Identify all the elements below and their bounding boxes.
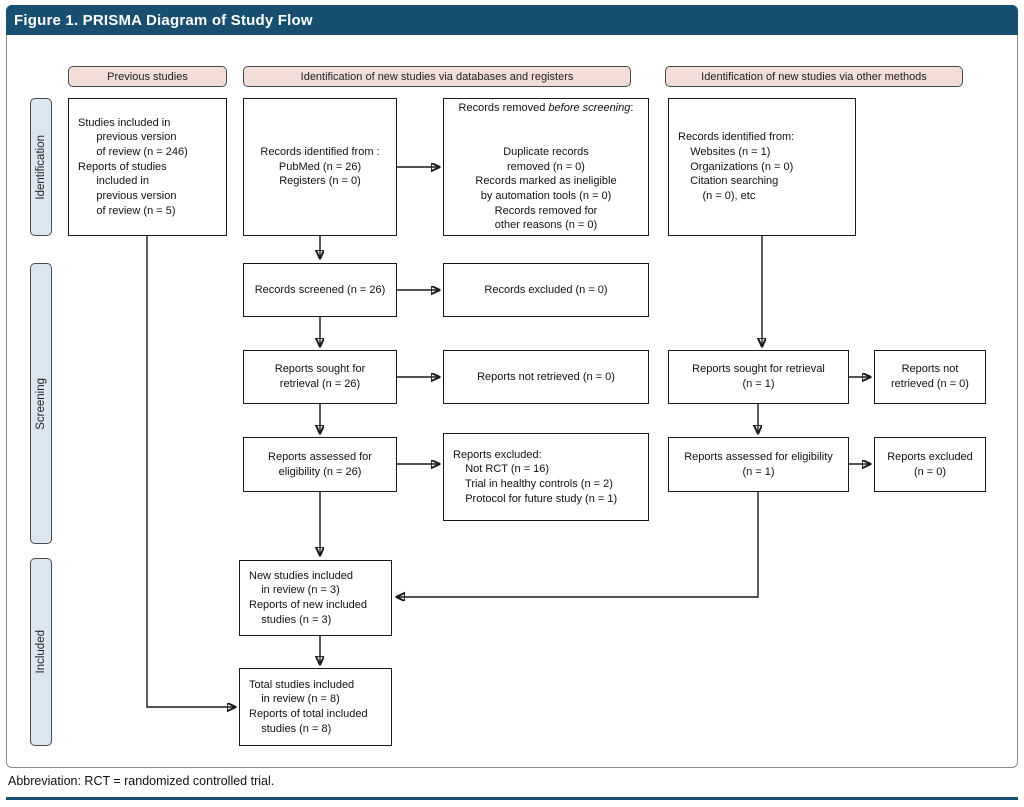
box-records-identified-other: Records identified from: Websites (n = 1) Organizations (n = 0) Citation searching (n = 0), etc (668, 98, 856, 236)
box-reports-not-retrieved-databases: Reports not retrieved (n = 0) (443, 350, 649, 404)
box-previous-studies: Studies included in previous version of review (n = 246) Reports of studies included in previous version of review (n = 5) (68, 98, 227, 236)
box-reports-excluded-databases: Reports excluded: Not RCT (n = 16) Trial in healthy controls (n = 2) Protocol for future study (n = 1) (443, 433, 649, 521)
records-removed-heading: Records removed before screening: (458, 102, 634, 115)
stage-label-included-text: Included (35, 630, 47, 674)
box-new-studies-included: New studies included in review (n = 3) Reports of new included studies (n = 3) (239, 560, 392, 636)
bottom-rule (6, 797, 1018, 800)
stage-label-included (30, 558, 52, 746)
column-header-databases-registers: Identification of new studies via databases and registers (243, 66, 631, 87)
box-total-studies-included: Total studies included in review (n = 8) Reports of total included studies (n = 8) (239, 668, 392, 746)
column-header-other-methods: Identification of new studies via other methods (665, 66, 963, 87)
box-reports-assessed-databases: Reports assessed for eligibility (n = 26) (243, 437, 397, 492)
box-reports-sought-other: Reports sought for retrieval (n = 1) (668, 350, 849, 404)
stage-label-screening (30, 263, 52, 544)
box-reports-sought-databases: Reports sought for retrieval (n = 26) (243, 350, 397, 404)
box-reports-excluded-other: Reports excluded (n = 0) (874, 437, 986, 492)
box-reports-not-retrieved-other: Reports not retrieved (n = 0) (874, 350, 986, 404)
stage-label-identification (30, 98, 52, 236)
box-reports-assessed-other: Reports assessed for eligibility (n = 1) (668, 437, 849, 492)
column-header-previous-studies: Previous studies (68, 66, 227, 87)
figure-title-bar (6, 5, 1018, 35)
stage-label-identification-text: Identification (35, 134, 47, 200)
box-records-screened: Records screened (n = 26) (243, 263, 397, 317)
figure-title: Figure 1. PRISMA Diagram of Study Flow (14, 11, 313, 29)
abbreviation-note: Abbreviation: RCT = randomized controlled trial. (8, 774, 275, 788)
box-records-identified-databases: Records identified from : PubMed (n = 26) Registers (n = 0) (243, 98, 397, 236)
stage-label-screening-text: Screening (35, 377, 47, 430)
box-records-excluded: Records excluded (n = 0) (443, 263, 649, 317)
box-records-removed-before-screening: Records removed before screening: Duplicate records removed (n = 0) Records marked as ineligible by automation tools (n = 0) Records removed for other reasons (n = 0) (443, 98, 649, 236)
